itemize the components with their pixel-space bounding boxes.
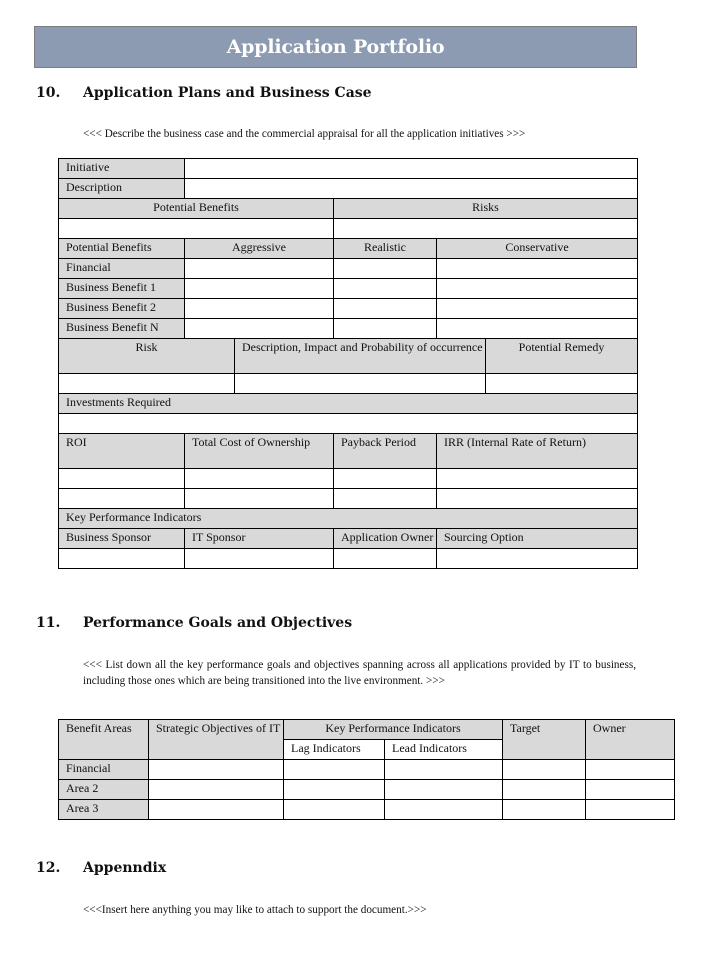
kpi-header: Key Performance Indicators [284, 720, 503, 740]
risk-header: Risk [59, 339, 235, 374]
risk-description-cell[interactable] [235, 374, 486, 394]
conservative-cell[interactable] [437, 279, 638, 299]
it-sponsor-cell[interactable] [185, 549, 334, 569]
lead-indicators-header: Lead Indicators [385, 740, 503, 760]
lag-indicators-cell[interactable] [284, 800, 385, 820]
section-title: Appenndix [83, 860, 167, 876]
tco-cell[interactable] [185, 469, 334, 489]
row-label: Financial [59, 259, 185, 279]
table-row [59, 800, 675, 820]
scenario-header: Potential Benefits [59, 239, 185, 259]
tco-cell[interactable] [185, 489, 334, 509]
conservative-cell[interactable] [437, 299, 638, 319]
owner-cell[interactable] [586, 760, 675, 780]
initiative-field[interactable] [185, 159, 638, 179]
strategic-objectives-cell[interactable] [149, 800, 284, 820]
section-title: Performance Goals and Objectives [83, 615, 353, 631]
initiative-label: Initiative [59, 159, 185, 179]
row-label: Business Benefit 1 [59, 279, 185, 299]
business-sponsor-cell[interactable] [59, 549, 185, 569]
risks-field[interactable] [334, 219, 638, 239]
risk-description-header: Description, Impact and Probability of occurrence [235, 339, 486, 374]
irr-cell[interactable] [437, 469, 638, 489]
section-11-instruction: <<< List down all the key performance goals and objectives spanning across all applications provided by IT to business, including those ones which are being transitioned into the live environment. >>> [83, 659, 636, 687]
document-title: Application Portfolio [226, 36, 445, 58]
table-row [59, 299, 638, 319]
conservative-cell[interactable] [437, 259, 638, 279]
strategic-objectives-header: Strategic Objectives of IT [149, 720, 284, 760]
potential-benefits-field[interactable] [59, 219, 334, 239]
table-row [59, 319, 638, 339]
application-owner-cell[interactable] [334, 549, 437, 569]
sourcing-option-header: Sourcing Option [437, 529, 638, 549]
irr-cell[interactable] [437, 489, 638, 509]
aggressive-cell[interactable] [185, 319, 334, 339]
table-row [59, 780, 675, 800]
section-number: 11. [36, 615, 61, 631]
roi-cell[interactable] [59, 469, 185, 489]
realistic-header: Realistic [334, 239, 437, 259]
lag-indicators-cell[interactable] [284, 780, 385, 800]
row-label: Financial [59, 760, 149, 780]
conservative-header: Conservative [437, 239, 638, 259]
roi-header: ROI [59, 434, 185, 469]
performance-goals-table [58, 719, 675, 820]
investments-required-header: Investments Required [59, 394, 638, 414]
section-11-heading [36, 615, 352, 631]
sourcing-option-cell[interactable] [437, 549, 638, 569]
target-cell[interactable] [503, 760, 586, 780]
risk-cell[interactable] [59, 374, 235, 394]
irr-header: IRR (Internal Rate of Return) [437, 434, 638, 469]
business-sponsor-header: Business Sponsor [59, 529, 185, 549]
aggressive-cell[interactable] [185, 259, 334, 279]
section-number: 10. [36, 85, 61, 101]
table-row [59, 760, 675, 780]
owner-header: Owner [586, 720, 675, 760]
section-12-heading [36, 860, 166, 876]
title-banner [34, 26, 637, 68]
payback-period-cell[interactable] [334, 469, 437, 489]
target-cell[interactable] [503, 800, 586, 820]
kpi-header: Key Performance Indicators [59, 509, 638, 529]
investments-required-field[interactable] [59, 414, 638, 434]
realistic-cell[interactable] [334, 319, 437, 339]
section-title: Application Plans and Business Case [83, 85, 372, 101]
section-10-instruction: <<< Describe the business case and the commercial appraisal for all the application initiatives >>> [83, 128, 526, 140]
lag-indicators-cell[interactable] [284, 760, 385, 780]
description-field[interactable] [185, 179, 638, 199]
realistic-cell[interactable] [334, 279, 437, 299]
row-label: Area 2 [59, 780, 149, 800]
table-row [59, 259, 638, 279]
strategic-objectives-cell[interactable] [149, 780, 284, 800]
row-label: Area 3 [59, 800, 149, 820]
section-10-heading [36, 85, 372, 101]
payback-period-cell[interactable] [334, 489, 437, 509]
application-owner-header: Application Owner [334, 529, 437, 549]
aggressive-header: Aggressive [185, 239, 334, 259]
table-row [59, 279, 638, 299]
roi-cell[interactable] [59, 489, 185, 509]
benefit-areas-header: Benefit Areas [59, 720, 149, 760]
section-12-instruction: <<<Insert here anything you may like to attach to support the document.>>> [83, 904, 427, 916]
section-number: 12. [36, 860, 61, 876]
it-sponsor-header: IT Sponsor [185, 529, 334, 549]
potential-remedy-header: Potential Remedy [486, 339, 638, 374]
potential-benefits-header: Potential Benefits [59, 199, 334, 219]
strategic-objectives-cell[interactable] [149, 760, 284, 780]
lead-indicators-cell[interactable] [385, 800, 503, 820]
risks-header: Risks [334, 199, 638, 219]
aggressive-cell[interactable] [185, 299, 334, 319]
business-case-table [58, 158, 638, 569]
lag-indicators-header: Lag Indicators [284, 740, 385, 760]
potential-remedy-cell[interactable] [486, 374, 638, 394]
realistic-cell[interactable] [334, 299, 437, 319]
row-label: Business Benefit N [59, 319, 185, 339]
owner-cell[interactable] [586, 780, 675, 800]
payback-period-header: Payback Period [334, 434, 437, 469]
target-header: Target [503, 720, 586, 760]
row-label: Business Benefit 2 [59, 299, 185, 319]
description-label: Description [59, 179, 185, 199]
target-cell[interactable] [503, 780, 586, 800]
conservative-cell[interactable] [437, 319, 638, 339]
tco-header: Total Cost of Ownership [185, 434, 334, 469]
realistic-cell[interactable] [334, 259, 437, 279]
lead-indicators-cell[interactable] [385, 760, 503, 780]
lead-indicators-cell[interactable] [385, 780, 503, 800]
aggressive-cell[interactable] [185, 279, 334, 299]
owner-cell[interactable] [586, 800, 675, 820]
